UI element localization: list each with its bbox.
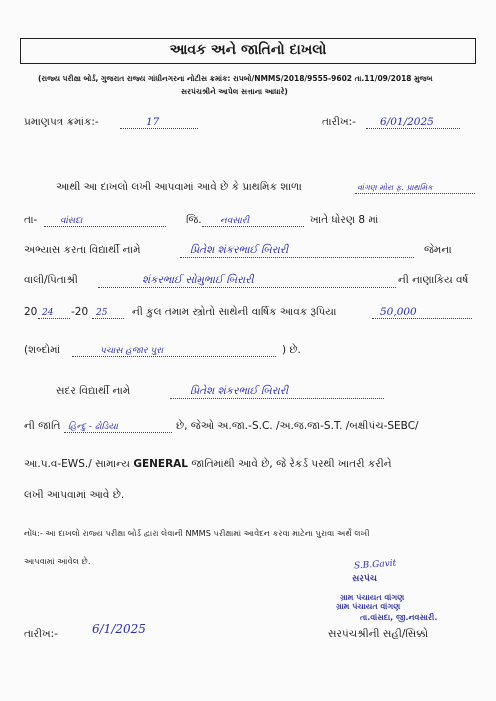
caste-field [64, 420, 172, 433]
student-label: અભ્યાસ કરતા વિદ્યાર્થી નામે [24, 244, 141, 256]
bottom-date-label: તારીખ:- [24, 628, 58, 640]
caste-label: ની જાતિ [24, 420, 61, 432]
district-value: નવસારી [220, 216, 250, 226]
caste-line3: લખી આપવામાં આવે છે. [24, 489, 125, 501]
income-text: ની કુલ તમામ સ્ત્રોતો સાથેની વાર્ષિક આવક રૂપિયા [132, 306, 337, 318]
p2-student-field [170, 385, 384, 399]
fy-text: ની નાણાકિય વર્ષ [398, 274, 469, 286]
stamp-title: સરપંચ [352, 574, 377, 584]
note-line-1: નોંધ:- આ દાખલો રાજ્ય પરીક્ષા બોર્ડ દ્વારા લેવાની NMMS પરીક્ષામાં આવેદન કરવા માટેના પુરાવા અર્થે લખી [24, 528, 370, 538]
date-label: તારીખ:- [322, 116, 356, 128]
cert-no-label: પ્રમાણપત્ર ક્રમાંક:- [24, 116, 99, 128]
district-field [202, 214, 304, 227]
note-line-2: આપવામાં આવેલ છે. [24, 556, 91, 566]
year-prefix-1: 20 [24, 306, 38, 318]
year-value-2: 25 [96, 308, 108, 318]
p2-student-value: પ્રિતેશ શંકરભાઈ બિરારી [190, 385, 289, 397]
p1-intro: આથી આ દાખલો લખી આપવામાં આવે છે કે પ્રાથમિક શાળા [56, 181, 302, 193]
subtitle-line-1: (રાજ્ય પરીક્ષા બોર્ડ, ગુજરાત રાજ્ય ગાંધીનગરના નોટીસ ક્રમાંક: રાપબો/NMMS/2018/9555-9602 તા.11/09/2018 મુજબ [38, 74, 433, 83]
cert-no-value: 17 [146, 116, 160, 128]
income-field [372, 306, 472, 319]
student-field [180, 244, 414, 258]
caste-value: હિન્દુ - ઢોડિયા [68, 422, 119, 432]
income-value: 50,000 [380, 306, 417, 318]
school-field [355, 181, 475, 194]
page-title: આવક અને જાતિનો દાખલો [20, 38, 476, 64]
words-end: ) છે. [282, 344, 301, 356]
stamp-signature: S.B.Gavit [353, 558, 397, 572]
bottom-date-value: 6/1/2025 [92, 622, 146, 636]
caste-line2-b: GENERAL [133, 458, 188, 470]
words-field [72, 344, 276, 357]
subtitle-line-2: સરપંચશ્રીને આપેલ સત્તાના આધારે) [181, 87, 288, 96]
year-value-1: 24 [42, 308, 54, 318]
district-label: જિ. [186, 214, 202, 226]
guardian-field [98, 274, 396, 288]
date-field [366, 116, 460, 129]
signature-label: સરપંચશ્રીની સહી/સિક્કો [328, 628, 429, 640]
std-text: ખાતે ધોરણ 8 માં [310, 214, 379, 226]
guardian-label: વાલી/પિતાશ્રી [24, 274, 78, 286]
student-value: પ્રિતેશ શંકરભાઈ બિરારી [190, 244, 289, 256]
guardian-value: શંકરભાઈ સોમુભાઈ બિરારી [142, 274, 254, 286]
cert-no-field [120, 116, 198, 129]
words-label: (શબ્દોમાં [24, 344, 61, 356]
date-value: 6/01/2025 [380, 116, 434, 128]
year-field-2 [92, 306, 124, 319]
whose-text: જેમના [424, 244, 452, 256]
caste-line2-c: જાતિમાંથી આવે છે, જે રેકર્ડ પરથી ખાતરી કરીને [191, 458, 392, 470]
caste-line2-a: આ.પ.વ-EWS./ સામાન્ય [24, 458, 130, 470]
taluka-field [44, 214, 166, 227]
stamp-line-2: ગ્રામ પંચાયત વાંગણ [336, 602, 401, 611]
stamp-line-3: તા.વાંસદા, જી.નવસારી. [360, 613, 438, 622]
year-prefix-2: -20 [71, 306, 89, 318]
taluka-label: તા- [24, 214, 38, 226]
taluka-value: વાંસદા [60, 216, 83, 226]
caste-line2 [24, 458, 392, 471]
p2-label: સદર વિદ્યાર્થી નામે [56, 385, 131, 397]
caste-line-rest: છે, જેઓ અ.જા.-S.C. /અ.જ.જા-S.T. /બક્ષીપંચ-SEBC/ [176, 420, 419, 432]
words-value: પચાસ હજાર પુરા [100, 346, 164, 356]
year-field-1 [38, 306, 70, 319]
school-value: વાંગણ મોરા ફ. પ્રાથમિક [357, 183, 433, 192]
stamp-line-1: ગ્રામ પંચાયત વાંગણ [340, 593, 405, 602]
